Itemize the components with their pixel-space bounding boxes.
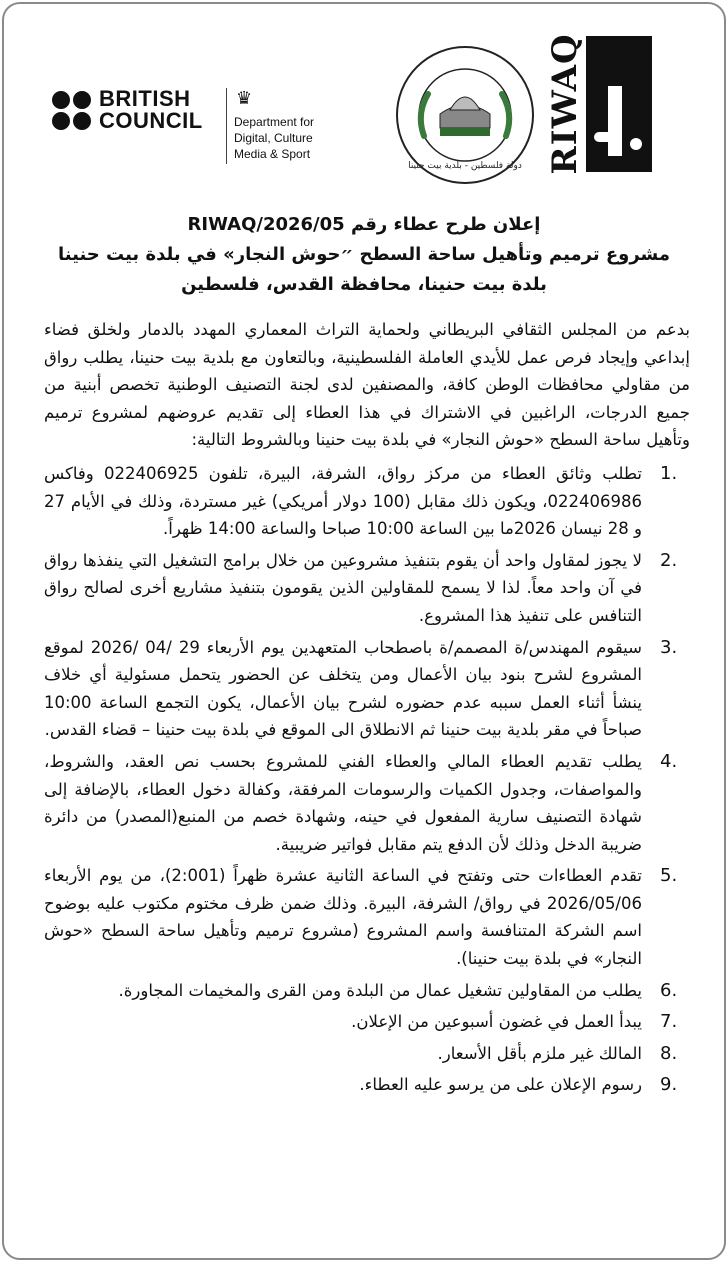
- item-number: 7.: [660, 1011, 678, 1033]
- bc-word-1: BRITISH: [99, 86, 191, 111]
- item-number: 5.: [660, 865, 678, 887]
- title-line-1: إعلان طرح عطاء رقم RIWAQ/2026/05: [187, 214, 541, 235]
- item-text: تقدم العطاءات حتى وتفتح في الساعة الثانية عشرة ظهراً (2:001)، من يوم الأربعاء 2026/05/06 في رواق/ الشرفة، البيرة. وذلك ضمن ظرف مختوم مكتوب عليه بوضوح اسم الشركة المتنافسة واسم المشروع (مشروع ترميم وتأهيل ساحة السطح «حوش النجار» في بلدة بيت حنينا).: [44, 866, 642, 969]
- logo-header: [4, 4, 724, 204]
- title-line-3: بلدة بيت حنينا، محافظة القدس، فلسطين: [181, 274, 547, 295]
- item-text: تطلب وثائق العطاء من مركز رواق، الشرفة، البيرة، تلفون 022406925 وفاكس 022406986، ويكون ذلك مقابل (100 دولار أمريكي) غير مستردة، وذلك في الأيام 27 و 28 نيسان 2026ما بين الساعة 10:00 صباحا والساعة 14:00 ظهراً.: [44, 463, 642, 539]
- item-number: 4.: [660, 750, 678, 772]
- dcms-line-3: Media & Sport: [234, 147, 311, 161]
- item-number: 9.: [660, 1074, 678, 1096]
- announcement-body: [44, 316, 690, 1103]
- item-number: 6.: [660, 979, 678, 1001]
- title-line-2: مشروع ترميم وتأهيل ساحة السطح ״حوش النجار» في بلدة بيت حنينا: [57, 244, 670, 265]
- announcement-titles: [4, 210, 724, 300]
- item-number: 3.: [660, 636, 678, 658]
- item-text: لا يجوز لمقاول واحد أن يقوم بتنفيذ مشروعين من خلال برامج التشغيل التي ينفذها رواق في آن واحد معاً. لذا لا يسمح للمقاولين الذين يقومون بتنفيذ مشاريع أخرى لصالح رواق التنافس على تنفيذ هذا المشروع.: [44, 550, 642, 625]
- list-item: [44, 460, 690, 543]
- item-number: 8.: [660, 1042, 678, 1064]
- list-item: [44, 977, 690, 1005]
- royal-crest-icon: ♛: [236, 88, 253, 109]
- seal-text: دولة فلسطين - بلدية بيت حنينا: [408, 161, 522, 171]
- dcms-line-1: Department for: [234, 115, 315, 129]
- beit-hanina-municipality-seal: [394, 44, 536, 186]
- logo-divider: [226, 88, 227, 164]
- item-text: يبدأ العمل في غضون أسبوعين من الإعلان.: [351, 1012, 642, 1032]
- item-text: يطلب من المقاولين تشغيل عمال من البلدة ومن القرى والمخيمات المجاورة.: [118, 980, 642, 1000]
- list-item: [44, 547, 690, 630]
- list-item: [44, 748, 690, 858]
- item-text: رسوم الإعلان على من يرسو عليه العطاء.: [359, 1075, 642, 1095]
- list-item: [44, 862, 690, 972]
- item-text: المالك غير ملزم بأقل الأسعار.: [437, 1043, 642, 1063]
- riwaq-emblem-icon: [586, 36, 652, 172]
- intro-paragraph: بدعم من المجلس الثقافي البريطاني ولحماية التراث المعماري المهدد بالدمار ولخلق فضاء إبداعي وإيجاد فرص عمل للأيدي العاملة الفلسطينية، وبالتعاون مع بلدية بيت حنينا، يطلب رواق من مقاولي محافظات الوطن كافة، والمصنفين لدى لجنة التصنيف الوطنية تخصص أبنية من جميع الدرجات، الراغبين في الاشتراك في هذا العطاء إلى تقديم عروضهم لمشروع ترميم وتأهيل ساحة السطح «حوش النجار» في بلدة بيت حنينا وبالشروط التالية:: [44, 320, 690, 450]
- list-item: [44, 1008, 690, 1036]
- british-council-dots-icon: [52, 91, 91, 130]
- list-item: [44, 1071, 690, 1099]
- item-number: 2.: [660, 549, 678, 571]
- item-number: 1.: [660, 462, 678, 484]
- list-item: [44, 1040, 690, 1068]
- riwaq-logo: [545, 33, 666, 175]
- list-item: [44, 634, 690, 744]
- tender-announcement: [2, 2, 726, 1260]
- item-text: يطلب تقديم العطاء المالي والعطاء الفني للمشروع بحسب نص العقد، والشروط، والمواصفات، وجدول الكميات والرسومات المرفقة، وكفالة دخول العطاء، بالإضافة إلى شهادة التصنيف سارية المفعول في حينه، وشهادة خصم من المنبع(المصدر) من دائرة ضريبة الدخل وذلك لأن الدفع يتم مقابل فواتير ضريبية.: [44, 751, 642, 854]
- riwaq-logo-text: RIWAQ: [545, 33, 585, 175]
- british-council-logo: [52, 88, 203, 132]
- dcms-line-2: Digital, Culture: [234, 131, 313, 145]
- item-text: سيقوم المهندس/ة المصمم/ة باصطحاب المتعهدين يوم الأربعاء 29 /04 /2026 لموقع المشروع لشرح بنود بيان الأعمال ومن يتخلف عن الحضور يتحمل مسئولية أي خلاف ينشأ أثناء العمل سببه عدم حضوره لشرح بيان الأعمال، يكون التجمع الساعة 10:00 صباحاً في مقر بلدية بيت حنينا ثم الانطلاق الى الموقع في بلدة بيت حنينا – قضاء القدس.: [44, 637, 642, 740]
- dcms-logo: [234, 90, 344, 162]
- bc-word-2: COUNCIL: [99, 108, 203, 133]
